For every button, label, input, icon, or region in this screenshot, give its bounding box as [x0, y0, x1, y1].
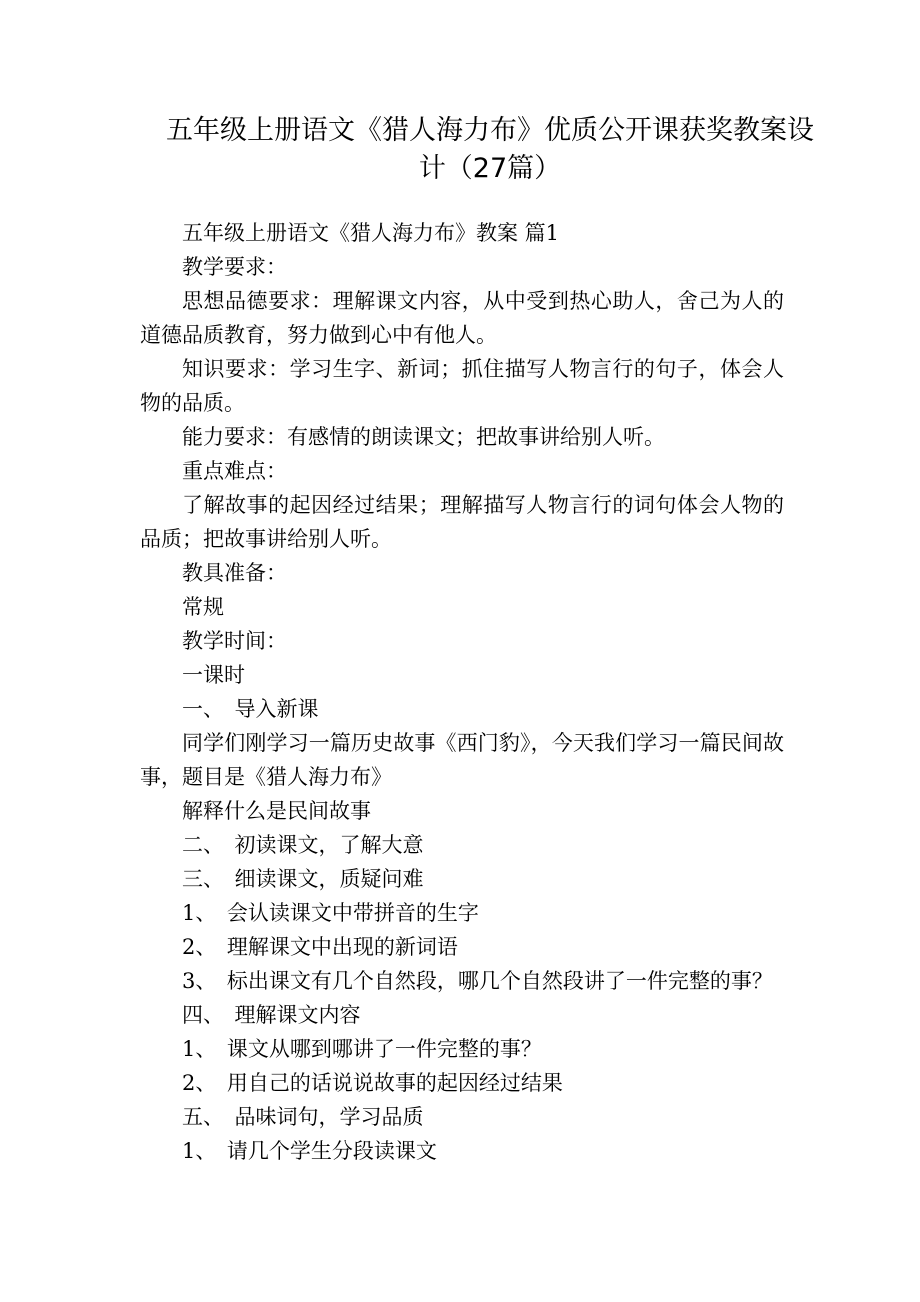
- list-item: 一、 导入新课: [182, 697, 319, 721]
- document-title-line-2: 计（27篇）: [418, 153, 562, 184]
- paragraph: 常规: [182, 595, 224, 619]
- section-heading: 五年级上册语文《猎人海力布》教案 篇1: [182, 221, 560, 245]
- document-title-line-1: 五年级上册语文《猎人海力布》优质公开课获奖教案设: [166, 115, 814, 146]
- document-body: [140, 216, 784, 1168]
- paragraph: 教具准备：: [182, 561, 287, 585]
- paragraph: 能力要求：有感情的朗读课文；把故事讲给别人听。: [182, 425, 665, 449]
- list-item: 三、 细读课文，质疑问难: [182, 867, 424, 891]
- list-item: 1、 会认读课文中带拼音的生字: [182, 901, 479, 925]
- list-item: 四、 理解课文内容: [182, 1003, 361, 1027]
- paragraph: 同学们刚学习一篇历史故事《西门豹》，今天我们学习一篇民间故事，题目是《猎人海力布》: [140, 731, 784, 789]
- list-item: 2、 理解课文中出现的新词语: [182, 935, 458, 959]
- paragraph: 教学要求：: [182, 255, 287, 279]
- paragraph: 了解故事的起因经过结果；理解描写人物言行的词句体会人物的品质；把故事讲给别人听。: [140, 493, 784, 551]
- paragraph: 重点难点：: [182, 459, 287, 483]
- list-item: 3、 标出课文有几个自然段，哪几个自然段讲了一件完整的事？: [182, 969, 773, 993]
- document-title: [140, 112, 840, 188]
- paragraph: 教学时间：: [182, 629, 287, 653]
- list-item: 二、 初读课文，了解大意: [182, 833, 424, 857]
- paragraph: 思想品德要求：理解课文内容，从中受到热心助人，舍己为人的道德品质教育，努力做到心中有他人。: [140, 289, 784, 347]
- list-item: 2、 用自己的话说说故事的起因经过结果: [182, 1071, 563, 1095]
- paragraph: 一课时: [182, 663, 245, 687]
- list-item: 1、 课文从哪到哪讲了一件完整的事？: [182, 1037, 542, 1061]
- paragraph: 解释什么是民间故事: [182, 799, 371, 823]
- list-item: 1、 请几个学生分段读课文: [182, 1139, 437, 1163]
- list-item: 五、 品味词句，学习品质: [182, 1105, 424, 1129]
- paragraph: 知识要求：学习生字、新词；抓住描写人物言行的句子，体会人物的品质。: [140, 357, 784, 415]
